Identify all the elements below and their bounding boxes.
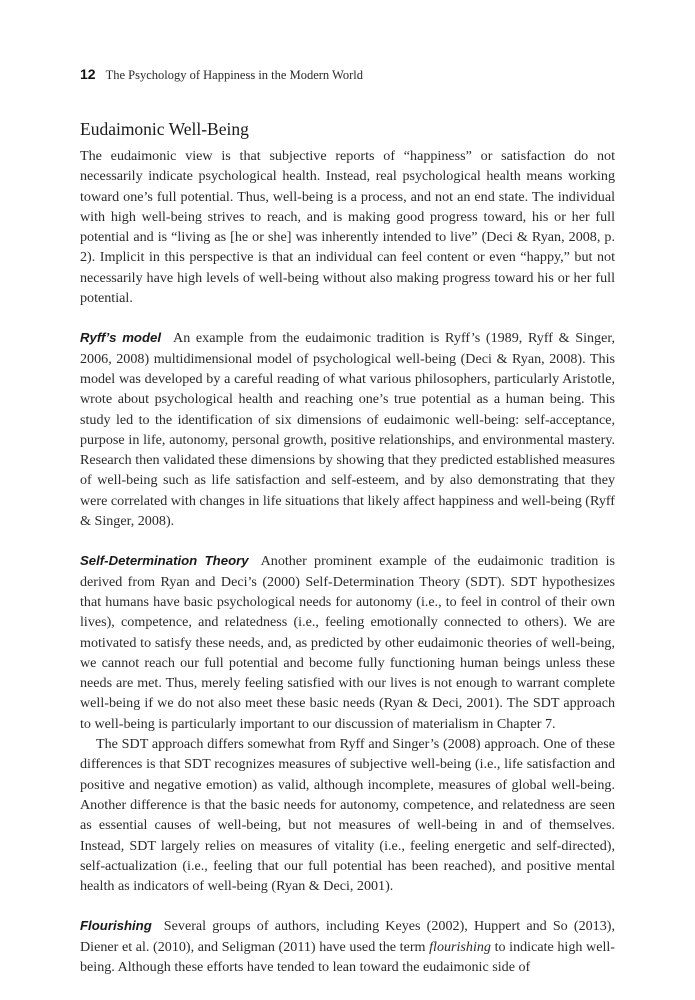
sdt-runin-heading: Self-Determination Theory — [80, 553, 249, 569]
body-text — [80, 118, 615, 977]
running-head — [80, 66, 363, 83]
ryff-runin-heading: Ryff’s model — [80, 330, 162, 346]
flourishing-term: flourishing — [429, 938, 491, 955]
ryff-paragraph — [80, 328, 615, 531]
sdt-paragraph-2: The SDT approach differs somewhat from Ryff and Singer’s (2008) approach. One of these differences is that SDT recognizes measures of subjective well-being (i.e., life satisfaction and positive and negative emotion) as valid, although incomplete, measures of global well-being. Another difference is that the basic needs for autonomy, competence, and relatedness are seen as essential causes of well-being, but not measures of well-being in and of themselves. Instead, SDT largely relies on measures of vitality (i.e., feeling energetic and self-directed), self-actualization (i.e., feeling that our full potential has been reached), and positive mental health as indicators of well-being (Ryan & Deci, 2001). — [80, 736, 615, 895]
sdt-body: Another prominent example of the eudaimonic tradition is derived from Ryan and Deci’s (2000) Self-Determination Theory (SDT). SDT hypothesizes that humans have basic psychological needs for autonomy (i.e., to feel in control of their own lives), competence, and relatedness (i.e., feeling emotionally connected to others). We are motivated to satisfy these needs, and, as predicted by other eudaimonic theories of well-being, we cannot reach our full potential and become fully functioning human beings unless these needs are met. Thus, merely feeling satisfied with our lives is not enough to warrant complete well-being if we do not also meet these basic needs (Ryan & Deci, 2001). The SDT approach to well-being is particularly important to our discussion of materialism in Chapter 7. — [80, 553, 615, 732]
section-heading: Eudaimonic Well-Being — [80, 119, 249, 139]
sdt-paragraph — [80, 551, 615, 734]
book-title: The Psychology of Happiness in the Modern World — [105, 68, 363, 82]
ryff-body: An example from the eudaimonic tradition is Ryff’s (1989, Ryff & Singer, 2006, 2008) multidimensional model of psychological well-being (Deci & Ryan, 2008). This model was developed by a careful reading of what various philosophers, particularly Aristotle, wrote about psychological health and reaching one’s true potential as a human being. This study led to the identification of six dimensions of eudaimonic well-being: self-acceptance, purpose in life, autonomy, personal growth, positive relationships, and environmental mastery. Research then validated these dimensions by showing that they predicted established measures of well-being such as life satisfaction and self-esteem, and by also demonstrating that they were correlated with changes in life situations that likely affect happiness and well-being (Ryff & Singer, 2008). — [80, 330, 615, 530]
flourishing-body-end: to indicate high well-being. Although these efforts have tended to lean toward the eudaimonic side of — [80, 938, 615, 975]
flourishing-paragraph — [80, 916, 615, 977]
flourishing-runin-heading: Flourishing — [80, 918, 152, 934]
flourishing-body-start: Several groups of authors, including Keyes (2002), Huppert and So (2013), Diener et al. (2010), and Seligman (2011) have used the term — [80, 918, 615, 955]
page-number: 12 — [80, 66, 96, 82]
intro-paragraph: The eudaimonic view is that subjective reports of “happiness” or satisfaction do not necessarily indicate psychological health. Instead, real psychological health means working toward one’s full potential. Thus, well-being is a process, and not an end state. The individual with high well-being strives to reach, and is making good progress toward, his or her full potential and is “living as [he or she] was inherently intended to live” (Deci & Ryan, 2008, p. 2). Implicit in this perspective is that an individual can feel content or even “happy,” but not necessarily have high levels of well-being without also making progress toward his or her full potential. — [80, 148, 615, 307]
